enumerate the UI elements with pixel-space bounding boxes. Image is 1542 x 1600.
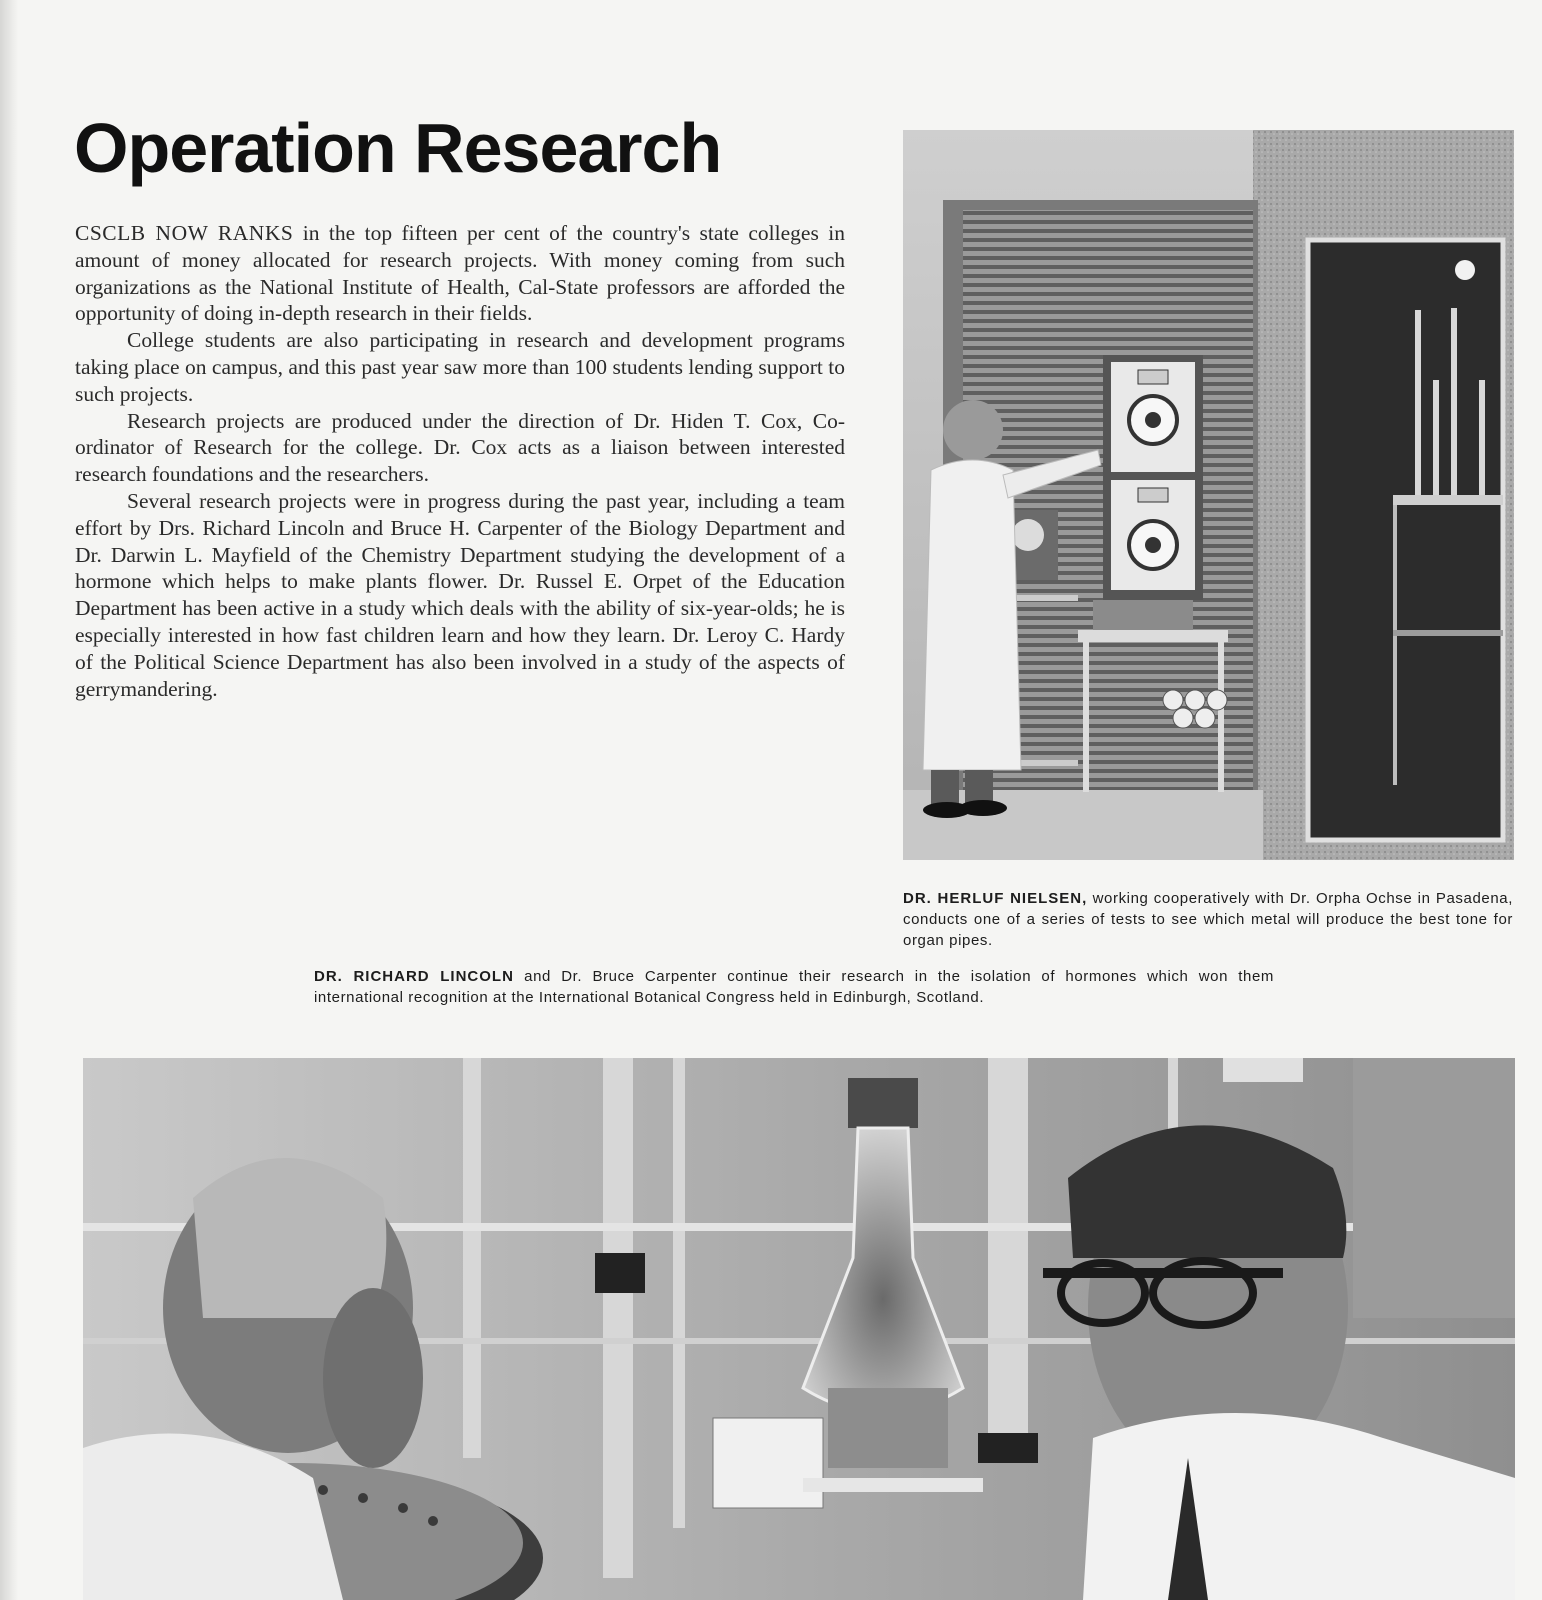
top-caption-text: working cooperatively with Dr. Orpha Ochse in Pasadena, conducts one of a series of tests to see which metal will produce the best tone for organ pipes. — [903, 890, 1513, 949]
article-paragraph-1 — [75, 220, 845, 327]
bottom-caption-text: and Dr. Bruce Carpenter continue their research in the isolation of hormones which won them international recognition at the International Botanical Congress held in Edinburgh, Scotland. — [314, 968, 1274, 1006]
organ-pipe-lab-photo — [903, 130, 1514, 860]
top-photo-caption — [903, 888, 1513, 951]
page-title: Operation Research — [74, 109, 722, 187]
article-paragraph-4: Several research projects were in progress during the past year, including a team effort by Drs. Richard Lincoln and Bruce H. Carpenter of the Biology Department and Dr. Darwin L. Mayfield of the Chemistry Department studying the development of a hormone which helps to make plants flower. Dr. Russel E. Orpet of the Education Department has been active in a study which deals with the ability of six-year-olds; he is especially interested in how fast children learn and how they learn. Dr. Leroy C. Hardy of the Political Science Department has also been involved in a study of the aspects of gerrymandering. — [75, 488, 845, 701]
bottom-photo-caption — [314, 966, 1274, 1008]
article-body — [75, 220, 845, 702]
organ-pipe-lab-photo-image — [903, 130, 1514, 860]
article-lead-in: CSCLB NOW RANKS — [75, 221, 294, 245]
article-paragraph-3: Research projects are produced under the direction of Dr. Hiden T. Cox, Co-ordinator of Research for the college. Dr. Cox acts as a liaison between interested research foundations and the researchers. — [75, 408, 845, 487]
article-paragraph-2: College students are also participating in research and development programs taking place on campus, and this past year saw more than 100 students lending support to such projects. — [75, 328, 845, 406]
page-binding-shadow — [0, 0, 18, 1600]
top-caption-name: DR. HERLUF NIELSEN, — [903, 890, 1088, 907]
hormone-lab-photo — [83, 1058, 1515, 1600]
bottom-caption-name: DR. RICHARD LINCOLN — [314, 968, 514, 985]
article-paragraph-1-text: in the top fifteen per cent of the country's state colleges in amount of money allocated for research projects. With money coming from such organizations as the National Institute of Health, Cal-State professors are afforded the opportunity of doing in-depth research in their fields. — [75, 221, 845, 326]
hormone-lab-photo-image — [83, 1058, 1515, 1600]
